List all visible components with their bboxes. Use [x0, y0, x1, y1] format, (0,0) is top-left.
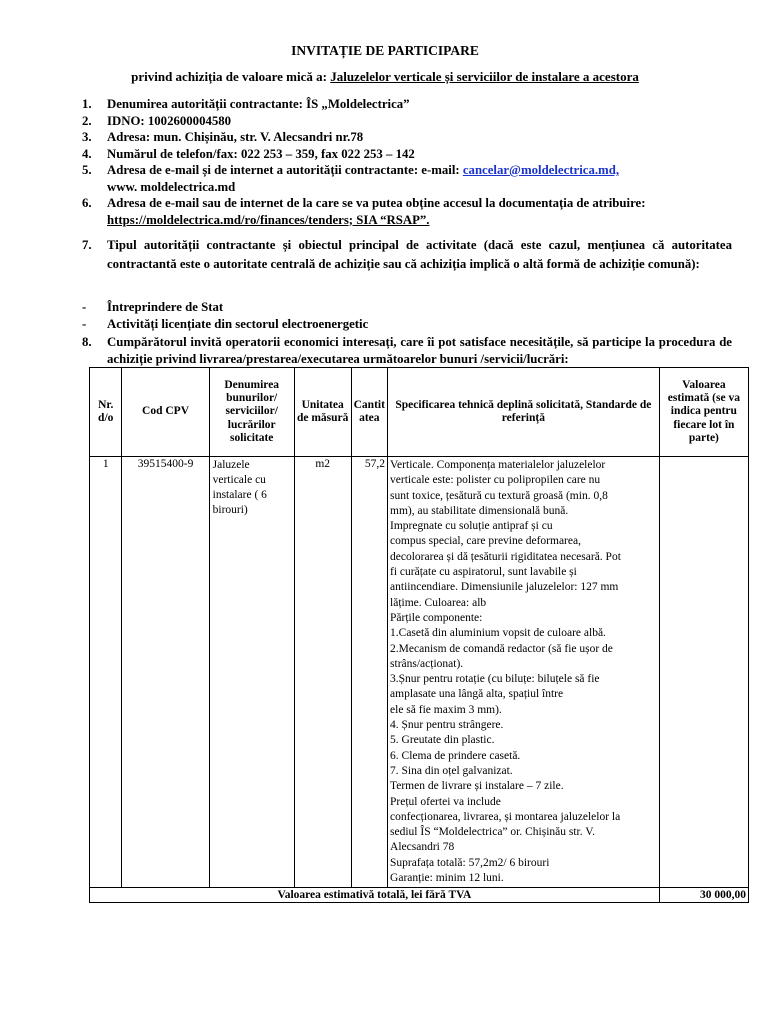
total-row	[90, 888, 749, 903]
spec-line: confecționarea, livrarea, și montarea jaluzelelor la	[390, 810, 621, 823]
activity-dash-item	[82, 300, 732, 315]
header-unit: Unitatea de măsură	[294, 368, 351, 457]
spec-line: verticale este: polister cu polipropilen care nu	[390, 474, 601, 487]
table-header-row	[90, 368, 749, 457]
spec-line: Alecsandri 78	[390, 841, 455, 854]
contracting-authority-list	[82, 96, 732, 228]
header-nr: Nr. d/o	[90, 368, 122, 457]
item-number: 1.	[82, 97, 92, 111]
list-item	[82, 334, 732, 367]
tenders-link[interactable]: https://moldelectrica.md/ro/finances/tenders; SIA “RSAP”.	[107, 212, 430, 227]
list-item	[82, 195, 732, 228]
spec-line: strâns/acționat).	[390, 657, 464, 670]
item-text	[107, 162, 732, 195]
dash-marker: -	[82, 317, 87, 331]
header-spec: Specificarea tehnică deplină solicitată, Standarde de referință	[388, 368, 660, 457]
list-item	[82, 96, 732, 113]
list-item	[82, 113, 732, 130]
invitation-item	[82, 334, 732, 367]
email-label: Adresa de e-mail și de internet a autorității contractante: e-mail:	[107, 163, 463, 177]
procurement-table	[89, 367, 749, 903]
spec-line: Impregnate cu soluție antipraf și cu	[390, 520, 553, 533]
spec-line: ele să fie maxim 3 mm).	[390, 703, 502, 716]
spec-line: Garanție: minim 12 luni.	[390, 872, 504, 885]
spec-line: amplasate una lângă alta, spațiul între	[390, 688, 564, 701]
procurement-object: Jaluzelelor verticale și serviciilor de instalare a acestora	[330, 69, 639, 84]
spec-line: 6. Clema de prindere casetă.	[390, 749, 521, 762]
cell-name: Jaluzele verticale cu instalare ( 6 birouri)	[209, 457, 294, 888]
spec-line: Prețul ofertei va include	[390, 795, 501, 808]
dash-marker: -	[82, 300, 87, 314]
item-number: 2.	[82, 113, 92, 128]
item-number: 3.	[82, 130, 92, 144]
subtitle-prefix: privind achiziția de valoare mică a:	[131, 69, 331, 84]
cell-cpv: 39515400-9	[122, 457, 209, 888]
spec-line: antiincendiare. Dimensiunile jaluzelelor: 127 mm	[390, 581, 619, 594]
spec-line: 1.Casetă din aluminium vopsit de culoare albă.	[390, 627, 606, 640]
item-text	[107, 195, 732, 228]
list-item	[82, 236, 732, 274]
header-name: Denumirea bunurilor/ serviciilor/ lucrărilor solicitate	[209, 368, 294, 457]
list-item	[82, 129, 732, 146]
item-text: Adresa: mun. Chișinău, str. V. Alecsandri nr.78	[107, 130, 364, 144]
spec-line: 2.Mecanism de comandă redactor (să fie ușor de	[390, 642, 613, 655]
cell-value	[659, 457, 748, 888]
spec-line: compus special, care previne deformarea,	[390, 535, 581, 548]
spec-line: Termen de livrare și instalare – 7 zile.	[390, 780, 564, 793]
list-item	[82, 146, 732, 163]
table-row	[90, 457, 749, 888]
page-title: INVITAȚIE DE PARTICIPARE	[291, 43, 479, 58]
item-text: Denumirea autorității contractante: ÎS „Moldelectrica”	[107, 97, 410, 111]
total-label: Valoarea estimativă totală, lei fără TVA	[90, 888, 660, 903]
spec-line: lățime. Culoarea: alb	[390, 596, 487, 609]
item-text: Întreprindere de Stat	[107, 300, 224, 314]
spec-line: fi curățate cu aspiratorul, sunt lavabile și	[390, 566, 577, 579]
spec-line: Suprafața totală: 57,2m2/ 6 birouri	[390, 856, 550, 869]
item-text: Tipul autorității contractante și obiectul principal de activitate (dacă este cazul, mențiunea că autoritatea contractantă este o autoritate centrală de achiziție sau că achiziția implică o altă formă de achiziție comună):	[107, 238, 732, 271]
spec-line: Verticale. Componența materialelor jaluzelelor	[390, 459, 606, 471]
spec-line: sediul ÎS “Moldelectrica” or. Chișinău str. V.	[390, 826, 595, 839]
spec-line: Părțile componente:	[390, 611, 483, 624]
cell-qty: 57,2	[351, 457, 387, 888]
spec-line: 3.Șnur pentru rotație (cu biluțe: biluțele să fie	[390, 673, 600, 686]
spec-line: 5. Greutate din plastic.	[390, 734, 495, 747]
item-text: Numărul de telefon/fax: 022 253 – 359, fax 022 253 – 142	[107, 146, 415, 161]
item-text: IDNO: 1002600004580	[107, 113, 232, 128]
docs-label: Adresa de e-mail sau de internet de la care se va putea obține accesul la documentația de atribuire:	[107, 196, 646, 210]
email-link[interactable]: cancelar@moldelectrica.md,	[462, 163, 620, 177]
header-qty: Cantitatea	[351, 368, 387, 457]
item-text: Cumpărătorul invită operatorii economici interesați, care îi pot satisface necesitățile, să participe la procedura de achiziție privind livrarea/prestarea/executarea următoarelor bunuri /servicii/lucrări:	[107, 335, 732, 366]
item-number: 8.	[82, 335, 92, 349]
spec-line: sunt toxice, țesătură cu textură groasă (min. 0,8	[390, 489, 608, 502]
cell-nr: 1	[90, 457, 122, 888]
item-number: 5.	[82, 163, 92, 177]
item-number: 6.	[82, 196, 92, 210]
website-link[interactable]: www. moldelectrica.md	[107, 179, 236, 194]
header-cpv: Cod CPV	[122, 368, 209, 457]
cell-spec	[388, 457, 660, 888]
item-text: Activități licențiate din sectorul electroenergetic	[107, 317, 369, 331]
authority-type-item	[82, 236, 732, 274]
item-number: 7.	[82, 238, 92, 252]
spec-line: mm), au stabilitate dimensională bună.	[390, 504, 569, 517]
list-item	[82, 162, 732, 195]
spec-line: 7. Sina din oțel galvanizat.	[390, 764, 513, 777]
page-subtitle	[0, 69, 770, 85]
item-number: 4.	[82, 146, 92, 161]
spec-lines	[390, 458, 657, 886]
header-value: Valoarea estimată (se va indica pentru fiecare lot în parte)	[659, 368, 748, 457]
cell-unit: m2	[294, 457, 351, 888]
spec-line: 4. Șnur pentru strângere.	[390, 719, 504, 732]
activity-dash-item	[82, 317, 732, 332]
total-value: 30 000,00	[659, 888, 748, 903]
spec-line: decolorarea și dă țesăturii rigiditatea necesară. Pot	[390, 550, 621, 563]
